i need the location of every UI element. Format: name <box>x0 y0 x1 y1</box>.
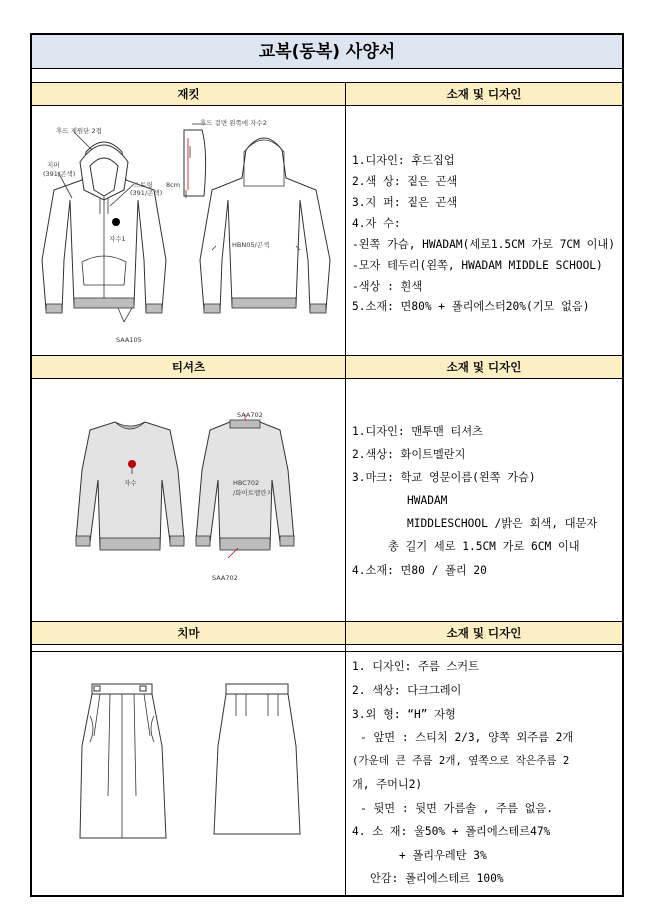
hoodie-back-figure <box>200 138 330 313</box>
hoodie-front-figure <box>42 132 166 322</box>
hood-8cm-label: 8cm <box>166 181 181 189</box>
zipper-color-label: (391/곤색) <box>43 170 76 178</box>
skirt-spec-line-8: 4. 소 재: 울50% + 폴리에스테르47% <box>352 825 551 838</box>
skirt-spec-line-10: 안감: 폴리에스테르 100% <box>370 872 504 885</box>
tshirt-spec-line-6: 총 길기 세로 1.5CM 가로 6CM 이내 <box>388 540 580 553</box>
skirt-spec-line-1: 1. 디자인: 주름 스커트 <box>352 660 479 673</box>
jacket-spec-line-7: -색상 : 흰색 <box>352 280 423 293</box>
jacket-spec-line-3: 3.지 퍼: 짙은 곤색 <box>352 196 458 209</box>
jacket-spec-line-2: 2.색 상: 짙은 곤색 <box>352 175 458 188</box>
skirt-header: 치마 <box>32 621 345 645</box>
skirt-drawing <box>70 676 310 846</box>
hood-embroidery-label: 후드 겉면 왼쪽에 자수2 <box>200 119 267 127</box>
hood-detail-figure <box>184 124 206 198</box>
skirt-back-figure <box>214 684 300 834</box>
string-color-label: (391/곤색) <box>130 189 163 197</box>
skirt-header-underline <box>32 651 622 652</box>
jacket-spec-line-1: 1.디자인: 후드집업 <box>352 154 455 167</box>
skirt-spec-header: 소재 및 디자인 <box>346 621 622 645</box>
hoodie-drawing <box>34 110 342 350</box>
tshirt-embroidery-label: 자수 <box>124 479 137 487</box>
tshirt-collar-code-label: SAA702 <box>237 411 263 419</box>
jacket-spec-line-8: 5.소재: 면80% + 폴리에스터20%(기모 없음) <box>352 300 590 313</box>
tshirt-back-color-label: /화이트멜란지 <box>233 489 273 497</box>
tshirt-spec-line-4: HWADAM <box>407 494 448 507</box>
jacket-spec-line-4: 4.자 수: <box>352 217 401 230</box>
skirt-spec-line-5: (가운데 큰 주름 2개, 옆쪽으로 작은주름 2 <box>352 755 570 767</box>
hood-fabric-label: 후드 제원단 2겹 <box>56 127 102 135</box>
tshirt-spec-line-3: 3.마크: 학교 영문이름(왼쪽 가슴) <box>352 471 536 484</box>
jacket-header: 재킷 <box>32 82 345 106</box>
skirt-spec-line-3: 3.외 형: “H” 자형 <box>352 708 456 721</box>
jacket-code-label: SAA105 <box>116 336 142 344</box>
skirt-spec-line-9: + 폴리우레탄 3% <box>399 849 487 862</box>
tshirt-spec-header: 소재 및 디자인 <box>346 355 622 379</box>
column-divider <box>345 82 346 897</box>
tshirt-back-code-label: HBC702 <box>233 479 260 487</box>
skirt-front-figure <box>80 684 166 838</box>
tshirt-spec-line-7: 4.소재: 면80 / 폴리 20 <box>352 564 487 577</box>
tshirt-spec-line-5: MIDDLESCHOOL /밝은 회색, 대문자 <box>407 517 598 530</box>
tshirt-spec-line-1: 1.디자인: 맨투맨 티셔츠 <box>352 425 483 438</box>
embroidery1-label: 자수1 <box>109 235 126 243</box>
tshirt-hem-code-label: SAA702 <box>212 574 238 582</box>
jacket-spec-line-5: -왼쪽 가슴, HWADAM(세로1.5CM 가로 7CM 이내) <box>352 238 615 251</box>
tshirt-spec-line-2: 2.색상: 화이트멜란지 <box>352 448 466 461</box>
jacket-spec-header: 소재 및 디자인 <box>346 82 622 106</box>
skirt-spec-line-2: 2. 색상: 다크그레이 <box>352 684 462 697</box>
skirt-spec-line-6: 개, 주머니2) <box>352 778 423 791</box>
document-title: 교복(동복) 사양서 <box>30 33 624 69</box>
string-label: 스트링 <box>134 181 153 189</box>
zipper-label: 지퍼 <box>47 161 60 169</box>
skirt-spec-line-7: - 뒷면 : 뒷면 가름솔 , 주름 없음. <box>360 802 553 815</box>
tshirt-header: 티셔츠 <box>32 355 345 379</box>
skirt-spec-line-4: - 앞면 : 스티치 2/3, 양쪽 외주름 2개 <box>360 731 574 744</box>
jacket-spec-line-6: -모자 테두리(왼쪽, HWADAM MIDDLE SCHOOL) <box>352 259 603 272</box>
back-code-label: HBN05/곤색 <box>232 241 270 249</box>
